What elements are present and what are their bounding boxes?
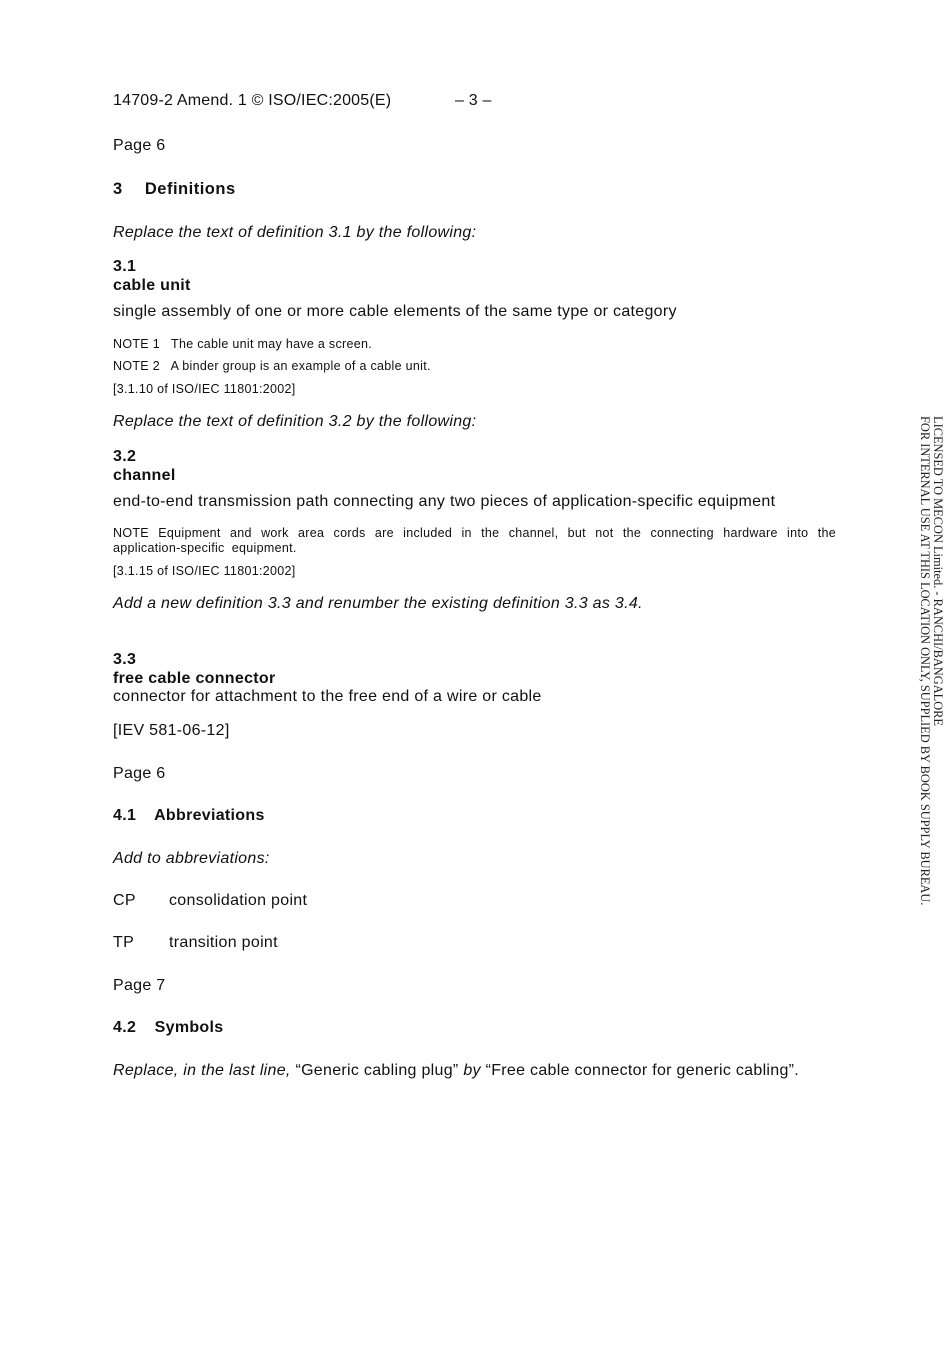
definition-term: free cable connector <box>113 670 276 687</box>
instruction-text: Replace, in the last line, <box>113 1062 291 1079</box>
definition-number: 3.1 <box>113 258 137 275</box>
abbreviation-meaning: consolidation point <box>169 892 308 909</box>
section-heading-4-1 <box>113 807 265 825</box>
definition-text: end-to-end transmission path connecting any two pieces of application-specific equipment <box>113 493 776 510</box>
definition-number: 3.3 <box>113 651 137 668</box>
abbreviation-meaning: transition point <box>169 934 278 951</box>
note: NOTE Equipment and work area cords are included in the channel, but not the connecting hardware into the application-specific equipment. <box>113 526 836 555</box>
source-reference: [3.1.10 of ISO/IEC 11801:2002] <box>113 382 296 396</box>
page-ref: Page 6 <box>113 765 166 782</box>
definition-text: single assembly of one or more cable elements of the same type or category <box>113 303 677 320</box>
instruction-3-1: Replace the text of definition 3.1 by the following: <box>113 224 477 241</box>
instruction-text: by <box>463 1062 481 1079</box>
section-title: Definitions <box>144 180 236 198</box>
source-reference: [3.1.15 of ISO/IEC 11801:2002] <box>113 564 296 578</box>
instruction-symbols <box>113 1062 799 1080</box>
note: NOTE 2 A binder group is an example of a cable unit. <box>113 359 431 373</box>
section-number: 3 <box>113 180 123 198</box>
page-number: – 3 – <box>455 92 492 109</box>
definition-term: channel <box>113 467 176 484</box>
definition-term: cable unit <box>113 277 191 294</box>
instruction-abbreviations: Add to abbreviations: <box>113 850 270 867</box>
section-title: Abbreviations <box>154 807 265 824</box>
note: NOTE 1 The cable unit may have a screen. <box>113 337 373 351</box>
abbreviation-term: CP <box>113 892 136 909</box>
section-number: 4.1 <box>113 807 137 824</box>
quoted-old-text: “Generic cabling plug” <box>295 1062 459 1079</box>
instruction-3-2: Replace the text of definition 3.2 by the following: <box>113 413 477 430</box>
source-reference: [IEV 581-06-12] <box>113 722 230 739</box>
document-id: 14709-2 Amend. 1 © ISO/IEC:2005(E) <box>113 92 392 109</box>
definition-number: 3.2 <box>113 448 137 465</box>
section-title: Symbols <box>154 1019 224 1036</box>
page-ref: Page 7 <box>113 977 166 994</box>
section-number: 4.2 <box>113 1019 137 1036</box>
abbreviation-term: TP <box>113 934 135 951</box>
license-watermark <box>918 416 944 905</box>
section-heading-3 <box>113 180 236 199</box>
quoted-new-text: “Free cable connector for generic cabling”. <box>485 1062 800 1079</box>
section-heading-4-2 <box>113 1019 223 1037</box>
watermark-line: FOR INTERNAL USE AT THIS LOCATION ONLY, SUPPLIED BY BOOK SUPPLY BUREAU. <box>918 416 932 906</box>
instruction-3-3: Add a new definition 3.3 and renumber the existing definition 3.3 as 3.4. <box>113 595 643 612</box>
watermark-line: LICENSED TO MECON Limited. - RANCHI/BANGALORE <box>931 416 945 726</box>
page-ref: Page 6 <box>113 137 166 154</box>
definition-text: connector for attachment to the free end of a wire or cable <box>113 688 542 705</box>
